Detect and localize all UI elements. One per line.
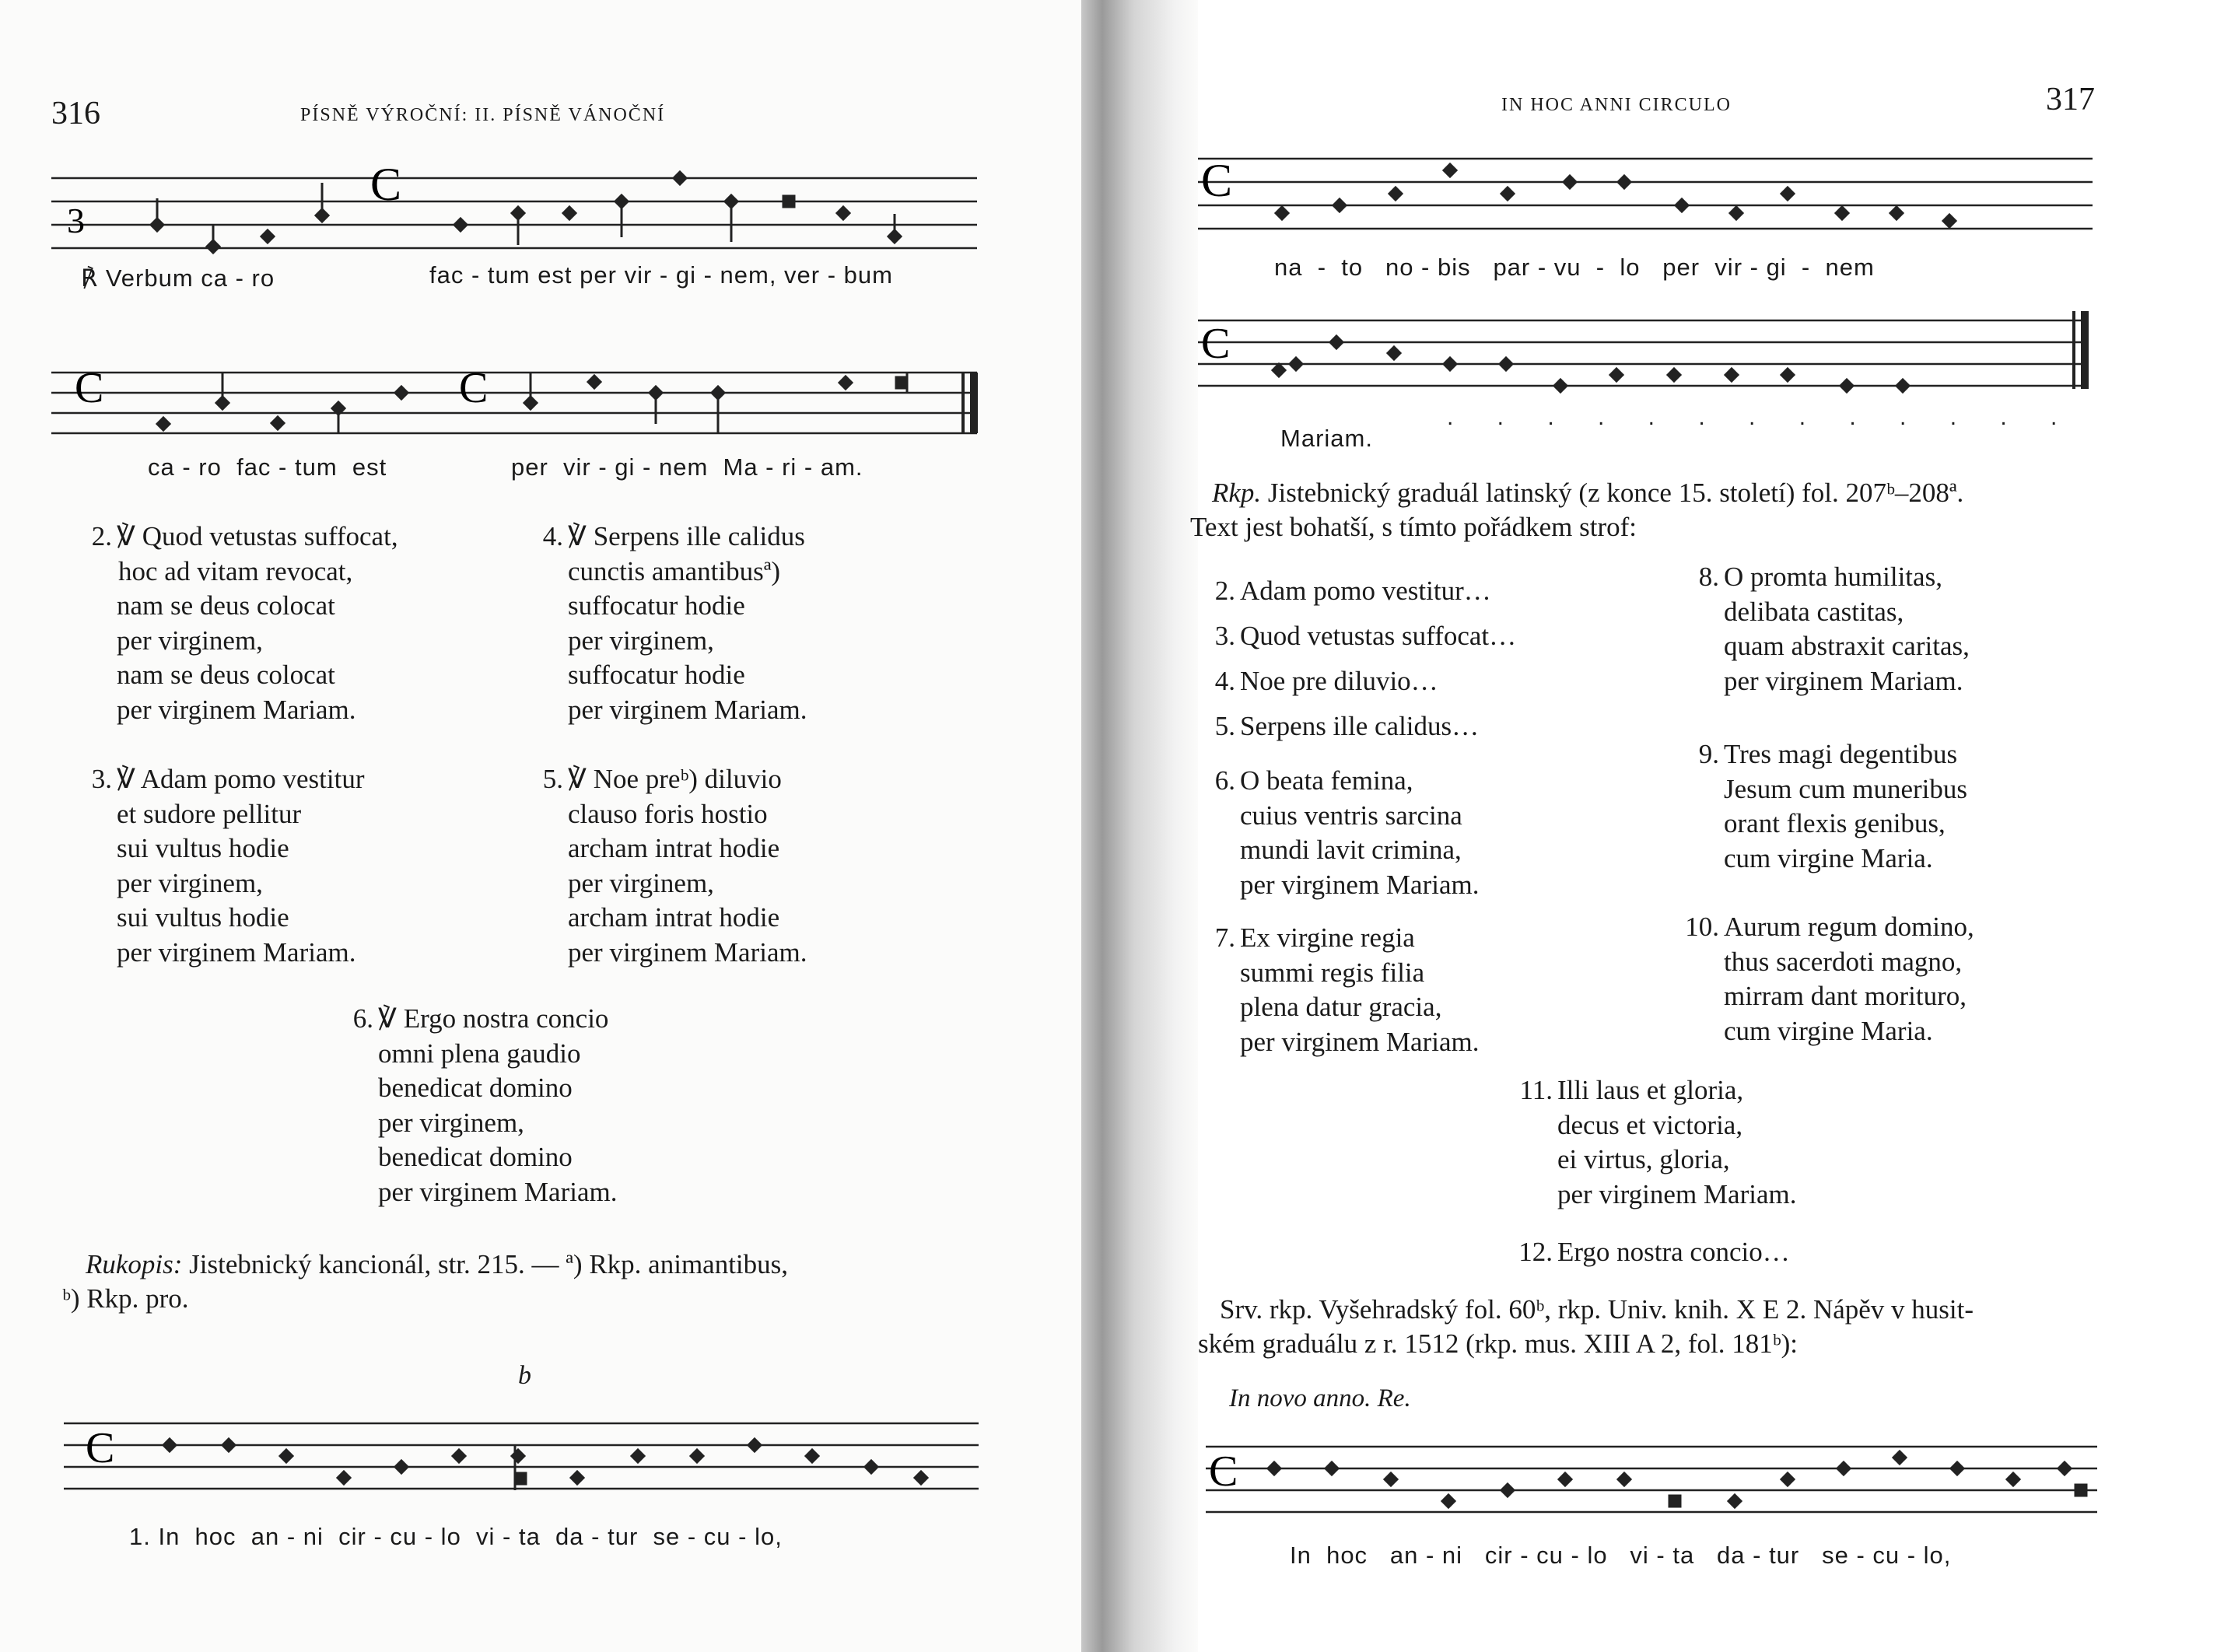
music-staff-1	[51, 167, 977, 261]
verse-line: omni plena gaudio	[378, 1038, 581, 1069]
section-letter: b	[518, 1361, 531, 1390]
verse-line: per virginem,	[117, 625, 263, 656]
verse-line: suffocatur hodie	[568, 590, 745, 621]
verse-number: 5.	[542, 764, 563, 794]
footnote	[62, 1248, 789, 1316]
strophe-12: 12. Ergo nostra concio…	[1518, 1237, 1790, 1267]
running-head-left: PÍSNĚ VÝROČNÍ: II. PÍSNĚ VÁNOČNÍ	[300, 105, 666, 125]
dotted-line: . . . . . . . . . . . . .	[1447, 404, 2076, 430]
neumes	[1268, 1451, 2086, 1507]
right-page	[1081, 0, 2217, 1652]
strophe-9: 9. Tres magi degentibus Jesum cum muneribus orant flexis genibus, cum virgine Maria.	[1698, 739, 1968, 873]
music-staff-r2	[1198, 311, 2093, 397]
verse-number: 4.	[542, 521, 563, 551]
comparison-note	[1198, 1293, 1974, 1361]
verse-line: et sudore pellitur	[117, 798, 302, 829]
source-text: Jistebnický graduál latinský (z konce 15. století) fol. 207ᵇ–208ª.	[1261, 478, 1964, 508]
verse-line: ℣ Adam pomo vestitur	[117, 764, 365, 794]
comparison-text-2: ském graduálu z r. 1512 (rkp. mus. XIII A 2, fol. 181ᵇ):	[1198, 1328, 1798, 1359]
music-staff-r1	[1198, 148, 2093, 241]
verse-line: nam se deus colocat	[117, 590, 335, 621]
neumes	[163, 1439, 927, 1490]
verse-line: benedicat domino	[378, 1142, 573, 1172]
page-number-left: 316	[51, 96, 100, 131]
strophe-7: 7. Ex virgine regia summi regis filia plena datur gracia, per virginem Mariam.	[1214, 922, 1480, 1057]
verse-line: per virginem Mariam.	[568, 936, 807, 968]
c-clef-icon: C	[459, 364, 489, 412]
running-head-right: IN HOC ANNI CIRCULO	[1501, 95, 1732, 115]
c-clef-icon: C	[1201, 155, 1233, 206]
verse-line: ℣ Serpens ille calidus	[568, 521, 805, 551]
verse-line: ℣ Ergo nostra concio	[378, 1003, 609, 1034]
verse-line: sui vultus hodie	[117, 902, 289, 933]
verse-5	[542, 762, 807, 970]
verse-number: 3.	[91, 764, 112, 794]
strophe-4: 4. Noe pre diluvio…	[1214, 666, 1438, 696]
verse-number: 6.	[352, 1003, 373, 1034]
page-number-right: 317	[2046, 82, 2095, 117]
verse-line: sui vultus hodie	[117, 833, 289, 863]
verse-line: per virginem,	[378, 1107, 524, 1138]
lyrics-line-1b: fac - tum est per vir - gi - nem, ver - bum	[429, 261, 893, 289]
music-staff-r3	[1206, 1439, 2100, 1524]
lyrics-line-1a: ℟ Verbum ca - ro	[81, 264, 275, 292]
verse-3	[91, 762, 365, 970]
lyrics-line-3: 1. In hoc an - ni cir - cu - lo vi - ta da - tur se - cu - lo,	[129, 1523, 783, 1550]
footnote-label: Rukopis:	[86, 1249, 183, 1279]
verse-line: nam se deus colocat	[117, 660, 335, 690]
neumes	[1276, 164, 1956, 227]
strophe-5: 5. Serpens ille calidus…	[1214, 711, 1480, 741]
verse-line: ℣ Noe preᵇ) diluvio	[568, 764, 782, 794]
verse-line: ℣ Quod vetustas suffocat,	[117, 521, 398, 551]
neumes	[157, 373, 907, 433]
incipit: In novo anno. Re.	[1229, 1384, 1411, 1412]
verse-line: archam intrat hodie	[568, 833, 780, 863]
music-staff-2	[51, 362, 985, 439]
music-staff-3	[64, 1416, 979, 1501]
strophe-8: 8. O promta humilitas, delibata castitas, quam abstraxit caritas, per virginem Mariam.	[1698, 562, 1970, 696]
strophe-6: 6. O beata femina, cuius ventris sarcina mundi lavit crimina, per virginem Mariam.	[1214, 765, 1480, 900]
verse-line: clauso foris hostio	[568, 798, 768, 829]
lyrics-line-r2: Mariam.	[1280, 425, 1373, 452]
source-note	[1190, 476, 1963, 544]
footnote-text: Jistebnický kancionál, str. 215. — ª) Rkp. animantibus,	[182, 1249, 789, 1279]
source-label: Rkp.	[1212, 478, 1262, 508]
source-text-2: Text jest bohatší, s tímto pořádkem strof:	[1190, 512, 1637, 542]
lyrics-line-r3: In hoc an - ni cir - cu - lo vi - ta da - tur se - cu - lo,	[1290, 1542, 1952, 1569]
verse-line: per virginem Mariam.	[117, 936, 356, 968]
lyrics-line-2b: per vir - gi - nem Ma - ri - am.	[511, 453, 863, 481]
verse-line: per virginem,	[568, 867, 714, 898]
verse-line: per virginem Mariam.	[117, 694, 356, 725]
c-clef-icon: C	[1209, 1447, 1238, 1496]
verse-line: per virginem,	[117, 867, 263, 898]
verse-number: 2.	[91, 521, 112, 551]
verse-2	[91, 520, 398, 727]
c-clef-icon: C	[1201, 320, 1231, 368]
verse-line: suffocatur hodie	[568, 660, 745, 690]
lyrics-line-r1: na - to no - bis par - vu - lo per vir - gi - nem	[1274, 254, 1875, 281]
verse-line: per virginem Mariam.	[378, 1176, 618, 1207]
neumes	[151, 172, 901, 253]
verse-line: cunctis amantibusª)	[568, 555, 781, 586]
verse-4	[542, 520, 807, 727]
c-clef-icon: C	[86, 1424, 115, 1472]
clef-icon: 3	[67, 201, 85, 240]
c-clef-icon: C	[370, 167, 402, 210]
c-clef-icon: C	[75, 364, 104, 412]
verse-line: per virginem Mariam.	[568, 694, 807, 725]
verse-line: per virginem,	[568, 625, 714, 656]
verse-line: benedicat domino	[378, 1073, 573, 1103]
left-page	[0, 0, 1081, 1652]
strophe-3: 3. Quod vetustas suffocat…	[1214, 621, 1517, 651]
strophe-2: 2. Adam pomo vestitur…	[1214, 576, 1491, 606]
footnote-text-2: ᵇ) Rkp. pro.	[62, 1283, 189, 1314]
comparison-text: Srv. rkp. Vyšehradský fol. 60ᵇ, rkp. Univ. knih. X E 2. Nápěv v husit-	[1220, 1294, 1974, 1325]
strophe-10: 10. Aurum regum domino, thus sacerdoti magno, mirram dant morituro, cum virgine Maria.	[1685, 912, 1974, 1046]
lyrics-line-2a: ca - ro fac - tum est	[148, 453, 387, 481]
verse-6	[352, 1002, 618, 1209]
verse-line: archam intrat hodie	[568, 902, 780, 933]
strophe-11: 11. Illi laus et gloria, decus et victoria, ei virtus, gloria, per virginem Mariam.	[1519, 1075, 1797, 1209]
verse-line: hoc ad vitam revocat,	[118, 555, 353, 586]
